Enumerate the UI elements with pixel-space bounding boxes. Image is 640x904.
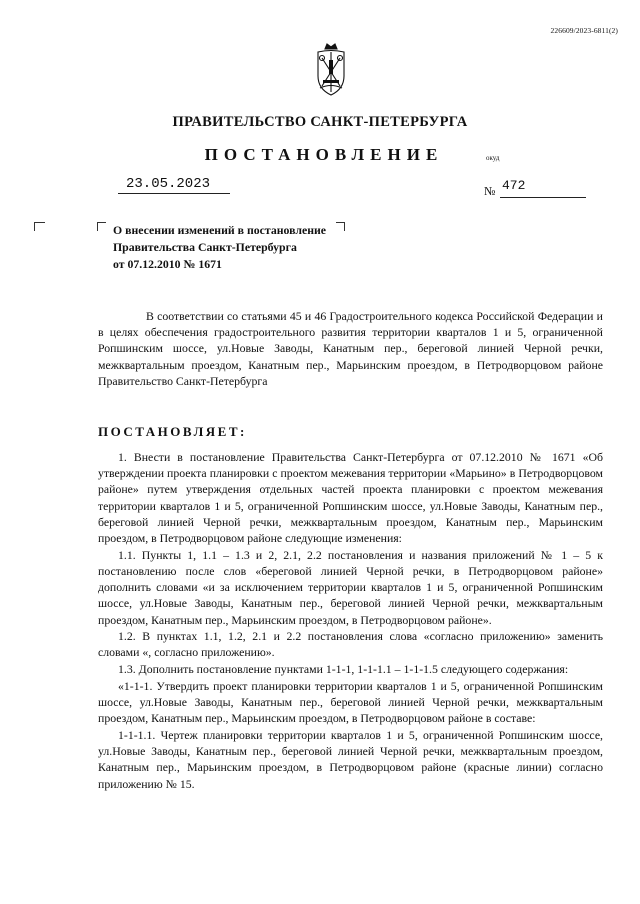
decree-number: 472	[502, 178, 526, 193]
number-sign: №	[484, 184, 496, 198]
body-paragraph: 1.3. Дополнить постановление пунктами 1-1-1, 1-1-1.1 – 1-1-1.5 следующего содержания:	[118, 662, 569, 677]
government-name: ПРАВИТЕЛЬСТВО САНКТ-ПЕТЕРБУРГА	[172, 114, 468, 130]
body-paragraph: 1. Внести в постановление Правительства Санкт-Петербурга от 07.12.2010 № 1671 «Об утверждении проекта планировки с проектом межевания территории «Марьино» в Петродворцовом районе» путем утверждения отдельных частей проекта планировки с проектом межевания территории кварталов 1 и 5, ограниченной Ропшинским шоссе, ул.Новые Заводы, Канатным пер., береговой линией Черной речки, межквартальным проездом, Канатным пер., Марьинским проездом, в Петродворцовом районе следующие изменения:	[98, 450, 603, 546]
body-paragraph: 1.2. В пунктах 1.1, 1.2, 2.1 и 2.2 постановления слова «согласно приложению» заменить словами «, согласно приложению».	[98, 629, 603, 660]
document-registration-number: 226609/2023-6811(2)	[550, 26, 618, 35]
date-underline	[118, 193, 230, 194]
subject-corner-mark-left	[97, 222, 106, 231]
subject-line: О внесении изменений в постановление	[113, 223, 327, 237]
number-underline	[500, 197, 586, 198]
decree-body	[98, 449, 603, 792]
body-paragraph: 1-1-1.1. Чертеж планировки территории кварталов 1 и 5, ограниченной Ропшинским шоссе, ул.Новые Заводы, Канатным пер., береговой линией Черной речки, межквартальным проездом, Канатным пер., Марьинским проездом, в Петродворцовом районе (красные линии) согласно приложению № 15.	[98, 727, 603, 791]
decree-title: ПОСТАНОВЛЕНИЕ	[204, 145, 444, 164]
subject-line: Правительства Санкт-Петербурга	[113, 240, 297, 254]
resolves-heading: ПОСТАНОВЛЯЕТ:	[98, 424, 247, 439]
okud-label: окуд	[486, 154, 500, 162]
decree-subject	[113, 222, 326, 273]
body-paragraph: «1-1-1. Утвердить проект планировки территории кварталов 1 и 5, ограниченной Ропшинским шоссе, ул.Новые Заводы, Канатным пер., береговой линией Черной речки, межквартальным проездом, Канатным пер., Марьинским проездом, в Петродворцовом районе в составе:	[98, 678, 603, 726]
margin-corner-mark	[34, 222, 45, 231]
body-paragraph: 1.1. Пункты 1, 1.1 – 1.3 и 2, 2.1, 2.2 постановления и названия приложений № 1 – 5 к постановлению после слов «береговой линией Черной речки, в Петродворцовом районе» дополнить словами «и за исключением территории кварталов 1 и 5, ограниченной Ропшинским шоссе, ул.Новые Заводы, Канатным пер., береговой линией Черной речки, межквартальным проездом, Канатным пер., Марьинским проездом, в Петродворцовом районе».	[98, 547, 603, 627]
decree-date: 23.05.2023	[126, 176, 211, 192]
subject-corner-mark-right	[336, 222, 345, 231]
preamble-paragraph: В соответствии со статьями 45 и 46 Градостроительного кодекса Российской Федерации и в целях обеспечения градостроительного развития территории кварталов 1 и 5, ограниченной Ропшинским шоссе, ул.Новые Заводы, Канатным пер., береговой линией Черной речки, межквартальным проездом, Канатным пер., Марьинским проездом, в Петродворцовом районе Правительство Санкт-Петербурга	[98, 309, 603, 388]
subject-line: от 07.12.2010 № 1671	[113, 257, 222, 271]
coat-of-arms-icon	[313, 40, 349, 100]
